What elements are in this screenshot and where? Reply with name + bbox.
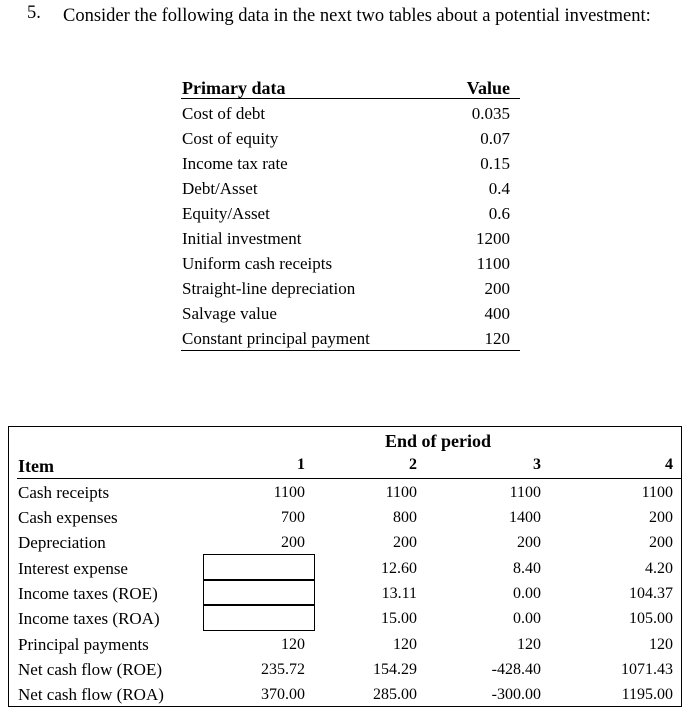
cell-value: 120 bbox=[649, 636, 673, 653]
cell-value: 15.00 bbox=[381, 610, 417, 627]
row-label: Depreciation bbox=[18, 533, 106, 552]
row-label: Cost of equity bbox=[182, 129, 279, 148]
cell-value: 0.00 bbox=[513, 610, 541, 627]
end-of-period-header: End of period bbox=[385, 431, 492, 451]
table-row bbox=[181, 101, 520, 126]
primary-data-header: Primary data bbox=[182, 78, 286, 98]
row-label: Cash expenses bbox=[18, 508, 118, 527]
period-1-header: 1 bbox=[297, 456, 305, 473]
cell-value: 1100 bbox=[385, 484, 417, 501]
row-value: 0.07 bbox=[480, 129, 510, 148]
row-label: Uniform cash receipts bbox=[182, 254, 333, 273]
row-label: Cash receipts bbox=[18, 483, 110, 502]
cell-value: 1100 bbox=[273, 484, 305, 501]
row-label: Initial investment bbox=[182, 229, 302, 248]
row-value: 0.035 bbox=[471, 104, 510, 123]
row-label: Constant principal payment bbox=[182, 329, 370, 348]
row-value: 200 bbox=[484, 279, 510, 298]
cell-value: 8.40 bbox=[513, 560, 541, 577]
table-row bbox=[181, 226, 520, 251]
table-row bbox=[181, 251, 520, 276]
cell-value: 200 bbox=[649, 509, 673, 526]
cell-value: 120 bbox=[517, 636, 541, 653]
cell-value: 200 bbox=[281, 534, 305, 551]
cell-value: 1195.00 bbox=[621, 686, 673, 703]
cell-value: 200 bbox=[393, 534, 417, 551]
cell-value: -300.00 bbox=[491, 686, 541, 703]
row-label: Interest expense bbox=[18, 559, 128, 578]
row-value: 1200 bbox=[476, 229, 510, 248]
cashflow-table bbox=[8, 426, 682, 707]
question-number: 5. bbox=[27, 3, 41, 23]
item-header: Item bbox=[18, 456, 54, 476]
cell-value: 120 bbox=[393, 636, 417, 653]
cell-value: 0.00 bbox=[513, 585, 541, 602]
cell-value: 104.37 bbox=[629, 585, 673, 602]
period-3-header: 3 bbox=[533, 456, 541, 473]
row-value: 1100 bbox=[476, 254, 510, 273]
row-value: 0.4 bbox=[488, 179, 510, 198]
row-label: Straight-line depreciation bbox=[182, 279, 356, 298]
cell-value: 200 bbox=[517, 534, 541, 551]
cell-value: 1100 bbox=[641, 484, 673, 501]
table-row bbox=[181, 151, 520, 176]
cell-value: 12.60 bbox=[381, 560, 417, 577]
value-header: Value bbox=[466, 78, 510, 98]
cell-value: 285.00 bbox=[373, 686, 417, 703]
period-2-header: 2 bbox=[409, 456, 417, 473]
header-rule bbox=[17, 478, 681, 479]
row-value: 0.15 bbox=[480, 154, 510, 173]
table-row bbox=[181, 176, 520, 201]
table-row bbox=[181, 126, 520, 151]
cell-value: 700 bbox=[281, 509, 305, 526]
table-row bbox=[181, 201, 520, 226]
cell-value: 200 bbox=[649, 534, 673, 551]
cell-value: 1071.43 bbox=[621, 661, 673, 678]
row-label: Equity/Asset bbox=[182, 204, 270, 223]
cell-value: 235.72 bbox=[261, 661, 305, 678]
row-label: Net cash flow (ROE) bbox=[18, 660, 162, 679]
row-label: Debt/Asset bbox=[182, 179, 258, 198]
answer-blank-tax-roa[interactable] bbox=[203, 605, 315, 631]
answer-blank-tax-roe[interactable] bbox=[203, 580, 315, 605]
row-label: Income taxes (ROE) bbox=[18, 584, 158, 603]
cell-value: 1400 bbox=[509, 509, 541, 526]
header-rule bbox=[181, 98, 520, 99]
row-label: Net cash flow (ROA) bbox=[18, 685, 164, 704]
cell-value: 800 bbox=[393, 509, 417, 526]
cell-value: -428.40 bbox=[491, 661, 541, 678]
row-value: 400 bbox=[484, 304, 510, 323]
row-value: 0.6 bbox=[488, 204, 510, 223]
cell-value: 105.00 bbox=[629, 610, 673, 627]
row-label: Principal payments bbox=[18, 635, 149, 654]
row-label: Cost of debt bbox=[182, 104, 266, 123]
cell-value: 13.11 bbox=[381, 585, 417, 602]
cell-value: 4.20 bbox=[645, 560, 673, 577]
footer-rule bbox=[181, 350, 520, 351]
cell-value: 120 bbox=[281, 636, 305, 653]
question-text: Consider the following data in the next two tables about a potential investment: bbox=[63, 6, 651, 26]
row-label: Income tax rate bbox=[182, 154, 288, 173]
row-label: Income taxes (ROA) bbox=[18, 609, 160, 628]
cell-value: 1100 bbox=[509, 484, 541, 501]
answer-blank-interest[interactable] bbox=[203, 554, 315, 580]
table-row bbox=[181, 276, 520, 301]
cell-value: 154.29 bbox=[373, 661, 417, 678]
table-row bbox=[181, 301, 520, 326]
row-label: Salvage value bbox=[182, 304, 277, 323]
row-value: 120 bbox=[484, 329, 510, 348]
cell-value: 370.00 bbox=[261, 686, 305, 703]
table-row bbox=[181, 326, 520, 351]
period-4-header: 4 bbox=[665, 456, 673, 473]
